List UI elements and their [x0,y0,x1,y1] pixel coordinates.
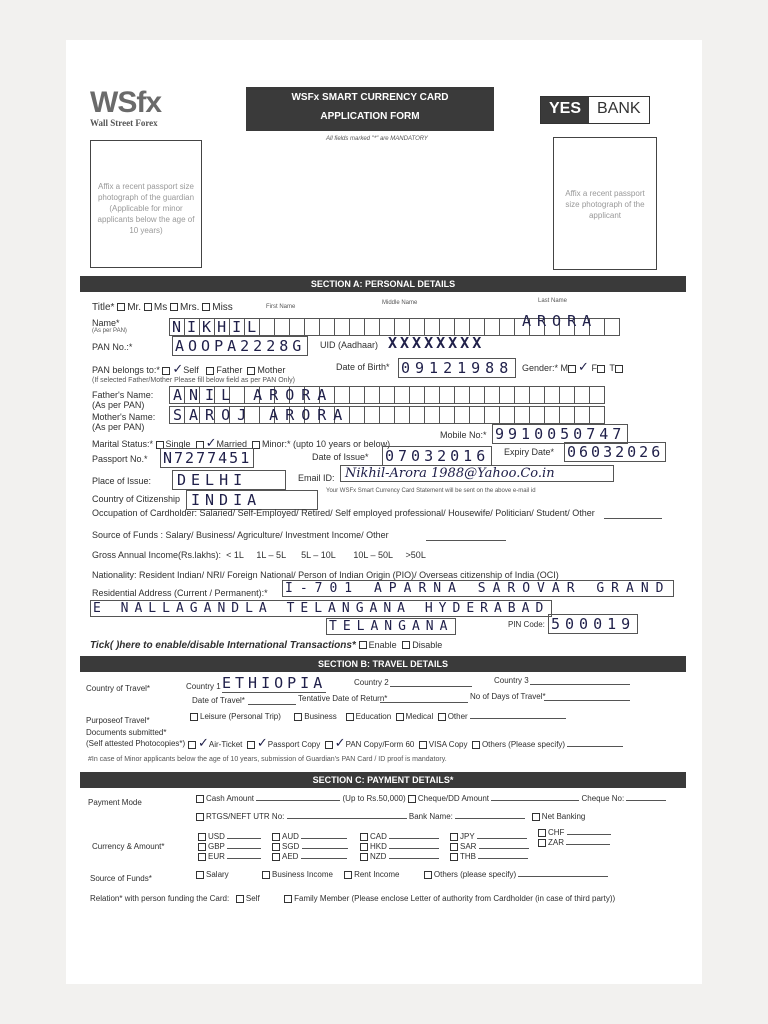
address-line-1[interactable]: I-701 APARNA SAROVAR GRAND [282,580,674,597]
usd-label: USD [208,832,225,841]
doi-value[interactable]: 07032016 [382,446,492,466]
aed-label: AED [282,852,299,861]
gbp-line[interactable] [227,848,261,849]
sgd-checkbox[interactable] [272,843,280,851]
doi-label: Date of Issue* [312,452,369,462]
enable-checkbox[interactable] [359,641,367,649]
docs-others-checkbox[interactable] [472,741,480,749]
docs-passport-label: Passport Copy [267,740,321,749]
sar-label: SAR [460,842,477,851]
mother-label: Mother's Name: [92,412,156,422]
country2-line[interactable] [390,686,472,687]
income-opt-4[interactable]: 10L – 50L [353,550,394,560]
title-ms-checkbox[interactable] [144,303,152,311]
aud-label: AUD [282,832,299,841]
first-name-header: First Name [266,304,296,310]
father-name-value[interactable]: ANIL ARORA [173,386,334,404]
country-travel-label: Country of Travel* [86,684,151,693]
last-name-header: Last Name [538,298,568,304]
mobile-value[interactable]: 9910050747 [492,424,628,444]
country3-label: Country 3 [494,676,529,685]
aud-line[interactable] [301,838,347,839]
gender-row [522,360,625,375]
days-travel-label: No of Days of Travel* [470,692,546,701]
zar-label: ZAR [548,838,564,847]
title-row [92,302,233,313]
statement-note: Your WSFx Smart Currency Card Statement will be sent on the above e-mail id [326,488,536,494]
intl-txn-label: Tick( )here to enable/disable International Transactions* [90,640,356,651]
payment-row-1 [196,794,666,803]
purpose-education-label: Education [355,712,392,721]
email-value[interactable]: Nikhil-Arora 1988@Yahoo.Co.in [340,465,614,482]
currency-col-4 [450,832,529,862]
purpose-leisure-checkbox[interactable] [190,713,198,721]
place-label: Place of Issue: [92,476,152,486]
gender-m-checkbox[interactable] [568,365,576,373]
funds-others-line[interactable] [518,876,608,877]
purpose-other-checkbox[interactable] [438,713,446,721]
docs-pan-tick-icon: ✓ [334,736,346,751]
usd-checkbox[interactable] [198,833,206,841]
expiry-label: Expiry Date* [504,447,555,457]
funds-salary-label: Salary [206,870,229,879]
pan-label: PAN No.:* [92,342,133,352]
dob-value[interactable]: 09121988 [398,358,516,378]
gender-m-tick-icon: ✓ [578,360,589,375]
gbp-label: GBP [208,842,225,851]
days-travel-line[interactable] [544,700,630,701]
purpose-other-line[interactable] [470,718,566,719]
cheque-checkbox[interactable] [408,795,416,803]
eur-line[interactable] [227,858,261,859]
gbp-checkbox[interactable] [198,843,206,851]
address-line-2[interactable]: E NALLAGANDLA TELANGANA HYDERABAD [90,600,552,617]
docs-others-line[interactable] [567,746,623,747]
purpose-medical-label: Medical [405,712,434,721]
occupation-row: Occupation of Cardholder: Salaried/ Self-Employed/ Retired/ Self employed professional/ Housewife/ Politician/ Student/ Other [92,508,595,518]
zar-checkbox[interactable] [538,839,546,847]
pan-belongs-row [92,362,285,377]
uid-label: UID (Aadhaar) [320,340,379,350]
source-funds-row [196,870,608,879]
docs-others-label: Others (Please specify) [481,740,566,749]
expiry-value[interactable]: 06032026 [564,442,666,462]
yes-bank-logo-left: YES [541,97,589,123]
cheque-no-label: Cheque No: [581,794,625,803]
jpy-line[interactable] [477,838,527,839]
relation-label: Relation* with person funding the Card: [90,894,230,903]
section-a-banner: SECTION A: PERSONAL DETAILS [80,276,686,292]
form-title-2: APPLICATION FORM [320,111,420,122]
purpose-business-checkbox[interactable] [294,713,302,721]
gender-t-checkbox[interactable] [615,365,623,373]
currency-col-3 [360,832,439,862]
pan-self-checkbox[interactable] [162,367,170,375]
marital-minor-label: Minor:* (upto 10 years or below) [262,439,391,449]
hkd-label: HKD [370,842,387,851]
enable-label: Enable [368,640,397,650]
pan-self-tick-icon: ✓ [172,362,184,377]
netbanking-label: Net Banking [541,812,586,821]
return-date-line[interactable] [380,702,468,703]
purpose-other-label: Other [447,712,468,721]
yes-bank-logo-right: BANK [589,97,649,123]
docs-passport-tick-icon: ✓ [256,736,268,751]
cad-label: CAD [370,832,387,841]
funds-others-checkbox[interactable] [424,871,432,879]
cheque-line[interactable] [491,800,579,801]
occupation-other-line[interactable] [604,518,662,519]
pan-father-checkbox[interactable] [206,367,214,375]
jpy-checkbox[interactable] [450,833,458,841]
address-line-3[interactable]: TELANGANA [326,618,456,635]
jpy-label: JPY [460,832,475,841]
docs-visa-checkbox[interactable] [419,741,427,749]
bank-name-label: Bank Name: [408,812,453,821]
nzd-line[interactable] [389,858,439,859]
return-date-label: Tentative Date of Return* [298,694,388,703]
chf-line[interactable] [567,834,611,835]
hkd-line[interactable] [389,848,439,849]
pan-mother-checkbox[interactable] [247,367,255,375]
relation-family-label: Family Member (Please enclose Letter of authority from Cardholder (in case of third party)) [294,894,616,903]
thb-label: THB [460,852,476,861]
wsfx-logo-text: WSfx [90,86,161,119]
gender-t-label: T [609,363,615,373]
nzd-checkbox[interactable] [360,853,368,861]
source-funds-label: Source of Funds* [90,874,152,883]
last-name-value[interactable]: ARORA [522,312,598,330]
middle-name-header: Middle Name [382,300,418,306]
applicant-photo-box [553,137,657,270]
aud-checkbox[interactable] [272,833,280,841]
guardian-photo-box [90,140,202,268]
mobile-label: Mobile No:* [440,430,487,440]
sar-checkbox[interactable] [450,843,458,851]
docs-label-2: (Self attested Photocopies*) [86,739,186,748]
yes-bank-logo [540,96,650,124]
uid-value[interactable]: XXXXXXXX [388,334,485,352]
title-mr-checkbox[interactable] [117,303,125,311]
chf-label: CHF [548,828,565,837]
rtgs-checkbox[interactable] [196,813,204,821]
rtgs-label: RTGS/NEFT UTR No: [206,812,285,821]
date-travel-line[interactable] [248,704,296,705]
mother-name-value[interactable]: SAROJ ARORA [173,406,350,424]
title-mrs-label: Mrs. [180,302,200,313]
thb-checkbox[interactable] [450,853,458,861]
docs-passport-checkbox[interactable] [247,741,255,749]
father-label: Father's Name: [92,390,154,400]
wsfx-logo-sub: Wall Street Forex [90,118,158,128]
rtgs-line[interactable] [287,818,407,819]
title-mr-label: Mr. [127,302,142,313]
dob-label: Date of Birth* [336,362,390,372]
docs-airticket-tick-icon: ✓ [198,736,209,751]
nzd-label: NZD [370,852,387,861]
pan-value[interactable]: AOOPA2228G [172,336,308,356]
title-ms-label: Ms [153,302,168,313]
income-row [92,550,426,560]
section-c-banner: SECTION C: PAYMENT DETAILS* [80,772,686,788]
pin-label: PIN Code: [508,620,545,629]
docs-visa-label: VISA Copy [428,740,468,749]
mandatory-note: All fields marked "*" are MANDATORY [326,136,428,142]
passport-label: Passport No.* [92,454,148,464]
marital-label: Marital Status:* [92,439,154,449]
cad-checkbox[interactable] [360,833,368,841]
marital-single-label: Single [165,439,191,449]
first-name-value[interactable]: NIKHIL [172,318,263,336]
income-opt-1[interactable]: < 1L [226,550,244,560]
zar-line[interactable] [566,844,610,845]
title-miss-checkbox[interactable] [202,303,210,311]
docs-airticket-checkbox[interactable] [188,741,196,749]
cash-checkbox[interactable] [196,795,204,803]
funds-rent-checkbox[interactable] [344,871,352,879]
cash-limit: (Up to Rs.50,000) [342,794,406,803]
citizenship-value[interactable]: INDIA [186,490,318,510]
aed-checkbox[interactable] [272,853,280,861]
income-opt-2[interactable]: 1L – 5L [256,550,287,560]
chf-checkbox[interactable] [538,829,546,837]
name-as-per-pan: (As per PAN) [92,328,127,334]
purpose-row [190,712,566,721]
nationality-row: Nationality: Resident Indian/ NRI/ Foreign National/ Person of Indian Origin (PIO)/ Overseas citizenship of India (OCI) [92,570,559,580]
purpose-label: Purposeof Travel* [86,716,150,725]
docs-label-1: Documents submitted* [86,728,167,737]
docs-pan-label: PAN Copy/Form 60 [345,740,415,749]
gender-label: Gender:* [522,363,559,373]
guardian-photo-text: Affix a recent passport size photograph of the guardian (Applicable for minor applicants below the age of 10 years) [97,182,195,235]
relation-row [90,894,615,903]
pan-father-label: Father [216,365,243,375]
purpose-education-checkbox[interactable] [346,713,354,721]
country3-line[interactable] [530,684,630,685]
payment-mode-label: Payment Mode [88,798,142,807]
cheque-no-line[interactable] [626,800,666,801]
gender-f-label: F [591,363,597,373]
form-title-1: WSFx SMART CURRENCY CARD [291,92,449,103]
purpose-business-label: Business [304,712,337,721]
funds-row: Source of Funds : Salary/ Business/ Agriculture/ Investment Income/ Other [92,530,389,540]
usd-line[interactable] [227,838,261,839]
parent-note: (If selected Father/Mother Please fill below field as per PAN Only) [92,377,295,384]
country1-value[interactable]: ETHIOPIA [222,674,327,692]
cad-line[interactable] [389,838,439,839]
wsfx-logo [90,88,161,128]
aed-line[interactable] [301,858,347,859]
minor-note: #In case of Minor applicants below the age of 10 years, submission of Guardian's PAN Card / ID proof is mandatory. [88,756,447,763]
funds-business-label: Business Income [272,870,333,879]
disable-label: Disable [412,640,443,650]
applicant-photo-text: Affix a recent passport size photograph of the applicant [565,189,645,220]
cheque-label: Cheque/DD Amount [417,794,490,803]
name-label: Name* [92,318,120,328]
currency-col-1 [198,832,261,862]
cash-line[interactable] [256,800,340,801]
title-label: Title* [92,302,115,313]
purpose-medical-checkbox[interactable] [396,713,404,721]
section-b-banner: SECTION B: TRAVEL DETAILS [80,656,686,672]
passport-value[interactable]: N7277451 [160,448,254,468]
marital-married-label: Married [216,439,248,449]
funds-others-label: Others (please specify) [433,870,517,879]
address-label: Residential Address (Current / Permanent):* [92,588,268,598]
eur-label: EUR [208,852,225,861]
purpose-leisure-label: Leisure (Personal Trip) [200,712,281,721]
marital-married-tick-icon: ✓ [205,436,217,451]
pan-mother-label: Mother [257,365,286,375]
disable-checkbox[interactable] [402,641,410,649]
payment-row-2 [196,812,585,821]
country1-label: Country 1 [186,682,221,691]
relation-self-label: Self [245,894,260,903]
funds-salary-checkbox[interactable] [196,871,204,879]
place-value[interactable]: DELHI [172,470,286,490]
income-opt-3[interactable]: 5L – 10L [301,550,336,560]
pan-self-label: Self [183,365,199,375]
gender-m-label: M [560,363,569,373]
cash-label: Cash Amount [206,794,255,803]
title-miss-label: Miss [212,302,233,313]
pin-value[interactable]: 500019 [548,614,638,634]
citizenship-label: Country of Citizenship [92,494,181,504]
currency-col-2 [272,832,348,862]
date-travel-label: Date of Travel* [192,696,245,705]
mother-sub: (As per PAN) [92,422,145,432]
gender-f-checkbox[interactable] [597,365,605,373]
income-label: Gross Annual Income(Rs.lakhs): [92,550,222,560]
intl-txn-row [90,640,442,651]
hkd-checkbox[interactable] [360,843,368,851]
relation-family-checkbox[interactable] [284,895,292,903]
docs-pan-checkbox[interactable] [325,741,333,749]
thb-line[interactable] [478,858,528,859]
title-mrs-checkbox[interactable] [170,303,178,311]
docs-row [188,736,623,751]
bank-name-line[interactable] [455,818,525,819]
email-label: Email ID: [298,473,335,483]
sgd-line[interactable] [302,848,348,849]
docs-airticket-label: Air-Ticket [208,740,243,749]
netbanking-checkbox[interactable] [532,813,540,821]
pan-belongs-label: PAN belongs to:* [92,365,160,375]
sgd-label: SGD [282,842,300,851]
currency-label: Currency & Amount* [92,842,165,851]
funds-other-line[interactable] [426,540,506,541]
funds-business-checkbox[interactable] [262,871,270,879]
currency-col-5 [538,828,611,848]
country2-label: Country 2 [354,678,389,687]
relation-self-checkbox[interactable] [236,895,244,903]
funds-rent-label: Rent Income [354,870,400,879]
sar-line[interactable] [479,848,529,849]
father-sub: (As per PAN) [92,400,145,410]
income-opt-5[interactable]: >50L [405,550,426,560]
form-title-box [246,87,494,131]
eur-checkbox[interactable] [198,853,206,861]
